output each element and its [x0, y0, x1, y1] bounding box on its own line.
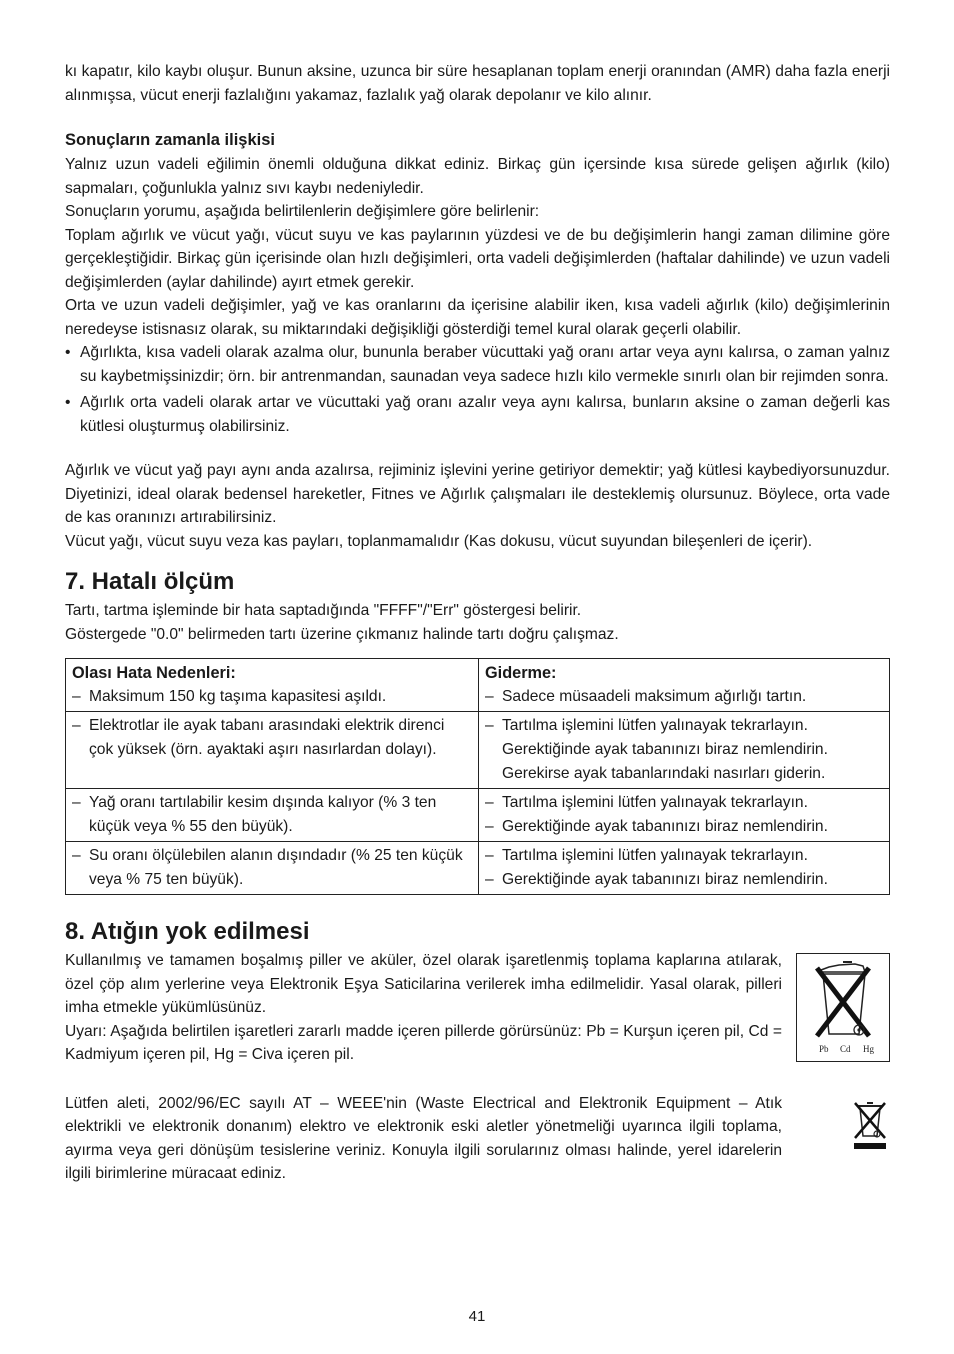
- section-8-heading: 8. Atığın yok edilmesi: [65, 918, 310, 945]
- table-cell-remedy: [479, 659, 890, 712]
- results-time-p1: Yalnız uzun vadeli eğilimin önemli olduğuna dikkat ediniz. Birkaç gün içersinde kısa sürede gelişen ağırlık (kilo) sapmaları, çoğunlukla yalnız sıvı kaybı nedeniyledir.: [65, 156, 890, 197]
- bullet-item: • Ağırlık orta vadeli olarak artar ve vücuttaki yağ oranı azalır veya aynı kalırsa, bunların aksine o zaman değerli kas kütlesi oluşturmuş olabilirsiniz.: [65, 391, 890, 438]
- table-header-causes: Olası Hata Nedenleri:: [72, 664, 236, 682]
- section-8-p1: Kullanılmış ve tamamen boşalmış piller ve aküler, özel olarak işaretlenmiş toplama kaplarına atılarak, özel çöp alım yerlerine veya Elektronik Eşya Saticilarina verilerek imha edilmelidir. Yasal olarak, pilleri imha etmekle yükümlüsünüz.: [65, 952, 782, 1016]
- cause-item: – Maksimum 150 kg taşıma kapasitesi aşıldı.: [72, 685, 471, 709]
- results-time-p5: Ağırlık ve vücut yağ payı aynı anda azalırsa, rejiminiz işlevini yerine getiriyor demektir; yağ kütlesi kaybediyorsunuzdur. Diyetinizi, ideal olarak bedensel hareketler, Fitnes ve Ağırlık çalışmaları ile desteklemiş olursunuz. Böylece, orta vade de kas oranınızı artırabilirsiniz.: [65, 462, 890, 526]
- cd-label: Cd: [840, 1044, 851, 1054]
- remedy-item: – Tartılma işlemini lütfen yalınayak tekrarlayın.: [485, 844, 882, 868]
- hg-label: Hg: [863, 1044, 874, 1054]
- table-header-remedy: Giderme:: [485, 664, 557, 682]
- table-cell-cause: [66, 789, 479, 842]
- table-cell-remedy: [479, 842, 890, 895]
- table-cell-remedy: [479, 712, 890, 789]
- remedy-item: – Tartılma işlemini lütfen yalınayak tekrarlayın.: [485, 791, 882, 815]
- cause-item: – Elektrotlar ile ayak tabanı arasındaki elektrik direnci çok yüksek (örn. ayaktaki aşırı nasırlardan dolayı).: [72, 714, 471, 762]
- section-7-heading: 7. Hatalı ölçüm: [65, 568, 235, 595]
- table-cell-remedy: [479, 789, 890, 842]
- table-row: [66, 712, 890, 789]
- results-time-p3: Toplam ağırlık ve vücut yağı, vücut suyu ve kas paylarının yüzdesi ve de bu değişimlerin hangi zaman dilimine göre gerçekleştiğidir. Birkaç gün içerisinde olan hızlı değişimleri, orta vadeli değişimlerden (haftalar dahilinde) ve uzun vadeli değişimlerden (aylar dahilinde) ayırt etmek gerekir.: [65, 226, 890, 291]
- page-number: 41: [468, 1308, 486, 1325]
- cause-item: – Su oranı ölçülebilen alanın dışındadır (% 25 ten küçük veya % 75 ten büyük).: [72, 844, 471, 892]
- section-8-p2: Uyarı: Aşağıda belirtilen işaretleri zararlı madde içeren pillerde görürsünüz: Pb = Kurşun içeren pil, Cd = Kadmiyum içeren pil, Hg = Civa içeren pil.: [65, 1022, 782, 1063]
- pb-label: Pb: [819, 1044, 829, 1054]
- table-cell-cause: [66, 842, 479, 895]
- table-row: [66, 842, 890, 895]
- results-time-p2: Sonuçların yorumu, aşağıda belirtilenlerin değişimlere göre belirlenir:: [65, 203, 540, 220]
- remedy-item: Gerekirse ayak tabanlarındaki nasırları giderin.: [502, 765, 826, 782]
- crossed-weee-bin-icon: [850, 1098, 890, 1152]
- bullet-item: • Ağırlıkta, kısa vadeli olarak azalma olur, bununla beraber vücuttaki yağ oranı artar veya aynı kalırsa, o zaman yalnız su kaybetmişsinizdir; örn. bir antrenmandan, saunadan veya sadece hızlı kilo vermekle sınırlı olan bir rejimden sonra.: [65, 341, 890, 388]
- error-table: [65, 658, 890, 895]
- remedy-item: – Tartılma işlemini lütfen yalınayak tekrarlayın.: [485, 714, 882, 738]
- remedy-item: – Gerektiğinde ayak tabanınızı biraz nemlendirin.: [485, 868, 882, 892]
- table-cell-cause: [66, 712, 479, 789]
- results-time-p6: Vücut yağı, vücut suyu veza kas payları, toplanmamalıdır (Kas dokusu, vücut suyundan bileşenleri de içerir).: [65, 532, 813, 550]
- document-page: [65, 60, 890, 1186]
- section-7-line2: Göstergede "0.0" belirmeden tartı üzerine çıkmanız halinde tartı doğru çalışmaz.: [65, 625, 619, 643]
- remedy-item: – Sadece müsaadeli maksimum ağırlığı tartın.: [485, 685, 882, 709]
- section-7-line1: Tartı, tartma işleminde bir hata saptadığında "FFFF"/"Err" göstergesi belirir.: [65, 602, 582, 619]
- crossed-battery-bin-icon: [796, 953, 890, 1062]
- results-bullet-list: [65, 341, 890, 438]
- weee-disposal-block: [65, 1092, 890, 1186]
- section-8-p3: Lütfen aleti, 2002/96/EC sayılı AT – WEEE'nin (Waste Electrical and Elektronik Equipment – Atık elektrikli ve elektronik donanım) elektro ve elektronik eski aletler yönetmeliği uyarınca ilgili toplama, ayırma veya geri dönüşüm tesislerine veriniz. Konuyla ilgili sorularınız olması halinde, yerel idarelerin ilgili birimlerine müracaat ediniz.: [65, 1094, 782, 1182]
- remedy-item: Gerektiğinde ayak tabanınızı biraz nemlendirin.: [502, 741, 828, 758]
- table-row: [66, 659, 890, 712]
- intro-paragraph: kı kapatır, kilo kaybı oluşur. Bunun aksine, uzunca bir süre hesaplanan toplam enerji oranından (AMR) daha fazla enerji alınmışsa, vücut enerji fazlalığını yakamaz, fazlalık yağ olarak depolanır ve kilo alınır.: [65, 63, 890, 104]
- table-row: [66, 789, 890, 842]
- cause-item: – Yağ oranı tartılabilir kesim dışında kalıyor (% 3 ten küçük veya % 55 den büyük).: [72, 791, 471, 839]
- table-cell-cause: [66, 659, 479, 712]
- results-time-heading: Sonuçların zamanla ilişkisi: [65, 131, 275, 149]
- battery-disposal-block: [65, 949, 890, 1067]
- results-time-p4: Orta ve uzun vadeli değişimler, yağ ve kas oranlarını da içerisine alabilir iken, kısa vadeli ağırlık (kilo) değişimlerinin neredeyse istisnasız olarak, su miktarındaki değişikliği gösterdiği temel kural olarak geçerli olabilir.: [65, 297, 890, 338]
- remedy-item: – Gerektiğinde ayak tabanınızı biraz nemlendirin.: [485, 815, 882, 839]
